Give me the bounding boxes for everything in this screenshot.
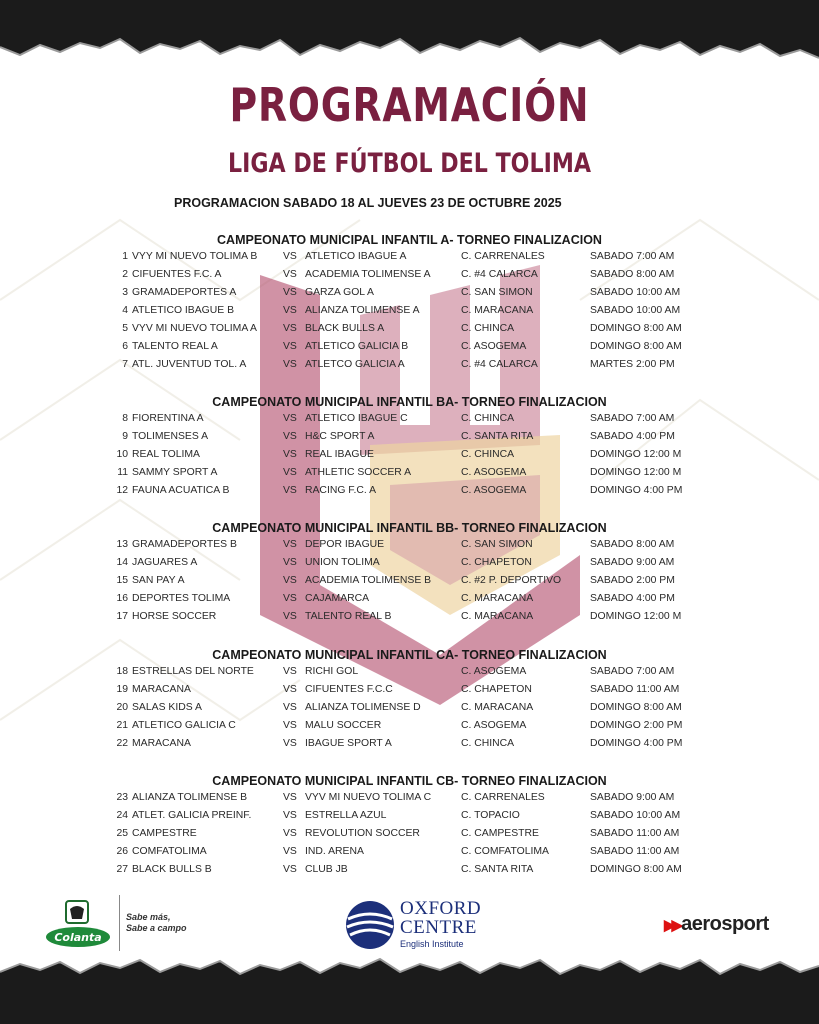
away-team: ATLETCO GALICIA A [305,359,405,371]
home-team: HORSE SOCCER [132,611,217,622]
match-time: DOMINGO 4:00 PM [590,485,683,496]
match-row [0,341,819,359]
match-row [0,251,819,269]
away-team: REAL IBAGUE [305,448,374,460]
home-team: MARACANA [132,683,191,695]
venue: C. MARACANA [461,611,534,622]
match-time: MARTES 2:00 PM [590,359,675,371]
colanta-tagline-line-1: Sabe más, [126,912,171,922]
venue: C. SAN SIMON [461,286,533,298]
venue: C. SANTA RITA [461,864,534,875]
vs-label: VS [283,827,297,839]
away-team: H&C SPORT A [305,430,375,442]
venue: C. CHINCA [461,323,515,334]
match-time: DOMINGO 4:00 PM [590,738,683,749]
venue: C. ASOGEMA [461,719,527,731]
vs-label: VS [283,592,297,604]
colanta-tagline [126,912,187,934]
page-title: PROGRAMACIÓN [229,78,590,132]
venue: C. CHINCA [461,448,515,460]
match-number: 10 [116,448,128,460]
home-team: ATLETICO GALICIA C [132,719,236,731]
home-team: BLACK BULLS B [132,864,212,875]
venue: C. CHINCA [461,738,515,749]
match-number: 5 [122,323,128,334]
match-row [0,557,819,575]
away-team: IND. ARENA [305,845,364,857]
home-team: ATL. JUVENTUD TOL. A [132,359,247,371]
sponsor-divider [119,895,120,951]
home-team: JAGUARES A [132,556,198,568]
match-number: 8 [122,412,128,424]
venue: C. CHAPETON [461,556,532,568]
home-team: REAL TOLIMA [132,448,200,460]
venue: C. SAN SIMON [461,538,533,550]
venue: C. COMFATOLIMA [461,845,549,857]
section-title: CAMPEONATO MUNICIPAL INFANTIL BB- TORNEO FINALIZACION [212,521,607,535]
oxford-line-1: OXFORD [400,898,482,919]
date-range: PROGRAMACION SABADO 18 AL JUEVES 23 DE OCTUBRE 2025 [174,196,562,210]
vs-label: VS [283,268,297,280]
home-team: ATLET. GALICIA PREINF. [132,809,252,821]
match-time: DOMINGO 12:00 M [590,448,682,460]
match-number: 16 [116,592,128,604]
vs-label: VS [283,286,297,298]
match-row [0,702,819,720]
match-time: SABADO 2:00 PM [590,574,675,586]
match-number: 20 [116,701,128,713]
match-row [0,323,819,341]
aerosport-logo [664,913,769,936]
match-number: 11 [117,466,128,478]
match-number: 27 [116,864,128,875]
vs-label: VS [283,738,297,749]
vs-label: VS [283,250,297,262]
venue: C. MARACANA [461,304,534,316]
match-number: 6 [122,341,128,353]
match-row [0,666,819,684]
venue: C. MARACANA [461,701,534,713]
match-number: 13 [116,538,128,550]
venue: C. TOPACIO [461,809,520,821]
match-time: SABADO 4:00 PM [590,592,675,604]
section-title: CAMPEONATO MUNICIPAL INFANTIL CB- TORNEO FINALIZACION [212,774,607,788]
home-team: SALAS KIDS A [132,701,202,713]
vs-label: VS [283,864,297,875]
away-team: MALU SOCCER [305,719,382,731]
match-time: SABADO 7:00 AM [590,665,675,677]
venue: C. CHINCA [461,412,515,424]
venue: C. CARRENALES [461,791,545,803]
away-team: IBAGUE SPORT A [305,738,392,749]
match-time: SABADO 8:00 AM [590,538,675,550]
match-row [0,539,819,557]
away-team: RACING F.C. A [305,485,377,496]
match-number: 1 [122,250,128,262]
vs-label: VS [283,448,297,460]
away-team: DEPOR IBAGUE [305,538,385,550]
league-subtitle: LIGA DE FÚTBOL DEL TOLIMA [227,148,592,179]
home-team: COMFATOLIMA [132,845,207,857]
match-row [0,684,819,702]
match-number: 12 [116,485,128,496]
vs-label: VS [283,574,297,586]
match-number: 17 [116,611,128,622]
away-team: REVOLUTION SOCCER [305,827,420,839]
away-team: CAJAMARCA [305,592,370,604]
section-title: CAMPEONATO MUNICIPAL INFANTIL A- TORNEO FINALIZACION [217,233,602,247]
home-team: TOLIMENSES A [132,430,209,442]
home-team: DEPORTES TOLIMA [132,592,231,604]
away-team: CLUB JB [305,864,348,875]
colanta-logo-icon [44,899,114,949]
match-time: SABADO 10:00 AM [590,809,681,821]
match-time: SABADO 8:00 AM [590,268,675,280]
match-row [0,864,819,882]
venue: C. #4 CALARCA [461,359,538,371]
venue: C. CARRENALES [461,250,545,262]
match-number: 18 [116,665,128,677]
venue: C. ASOGEMA [461,665,527,677]
match-number: 25 [116,827,128,839]
match-time: DOMINGO 12:00 M [590,611,682,622]
match-number: 9 [122,430,128,442]
venue: C. CAMPESTRE [461,827,539,839]
away-team: TALENTO REAL B [305,611,392,622]
vs-label: VS [283,485,297,496]
section-title: CAMPEONATO MUNICIPAL INFANTIL CA- TORNEO FINALIZACION [212,648,607,662]
vs-label: VS [283,665,297,677]
vs-label: VS [283,323,297,334]
match-time: SABADO 9:00 AM [590,791,675,803]
away-team: ALIANZA TOLIMENSE D [305,701,421,713]
away-team: GARZA GOL A [305,286,374,298]
match-number: 4 [122,304,128,316]
match-row [0,611,819,629]
away-team: CIFUENTES F.C.C [305,683,393,695]
home-team: GRAMADEPORTES A [132,286,237,298]
match-time: DOMINGO 8:00 AM [590,341,682,353]
section-title: CAMPEONATO MUNICIPAL INFANTIL BA- TORNEO FINALIZACION [212,395,607,409]
home-team: SAMMY SPORT A [132,466,218,478]
match-number: 7 [122,359,128,371]
match-time: SABADO 7:00 AM [590,412,675,424]
match-row [0,810,819,828]
away-team: VYV MI NUEVO TOLIMA C [305,791,432,803]
match-number: 14 [116,556,128,568]
vs-label: VS [283,611,297,622]
match-number: 19 [116,683,128,695]
venue: C. ASOGEMA [461,466,527,478]
home-team: ATLETICO IBAGUE B [132,304,235,316]
venue: C. MARACANA [461,592,534,604]
match-number: 2 [122,268,128,280]
match-row [0,413,819,431]
away-team: ACADEMIA TOLIMENSE B [305,574,432,586]
home-team: FAUNA ACUATICA B [132,485,230,496]
match-time: DOMINGO 8:00 AM [590,323,682,334]
vs-label: VS [283,304,297,316]
away-team: ESTRELLA AZUL [305,809,387,821]
home-team: ESTRELLAS DEL NORTE [132,665,254,677]
match-time: DOMINGO 8:00 AM [590,864,682,875]
match-number: 21 [116,719,128,731]
match-row [0,359,819,377]
match-row [0,828,819,846]
match-time: DOMINGO 12:00 M [590,466,682,478]
venue: C. ASOGEMA [461,485,527,496]
match-row [0,485,819,503]
match-row [0,738,819,756]
away-team: UNION TOLIMA [305,556,380,568]
away-team: ACADEMIA TOLIMENSE A [305,268,431,280]
match-row [0,593,819,611]
home-team: SAN PAY A [132,574,185,586]
match-time: SABADO 10:00 AM [590,286,681,298]
vs-label: VS [283,412,297,424]
match-row [0,720,819,738]
oxford-line-2: CENTRE [400,917,477,938]
match-time: DOMINGO 2:00 PM [590,719,683,731]
vs-label: VS [283,341,297,353]
sponsor-bar [0,895,819,960]
home-team: VYY MI NUEVO TOLIMA B [132,250,258,262]
oxford-globe-icon [344,899,396,951]
match-time: SABADO 7:00 AM [590,250,675,262]
home-team: CIFUENTES F.C. A [132,268,222,280]
match-number: 23 [116,791,128,803]
match-number: 22 [116,738,128,749]
away-team: ATHLETIC SOCCER A [305,466,412,478]
home-team: ALIANZA TOLIMENSE B [132,791,248,803]
venue: C. #2 P. DEPORTIVO [461,574,562,586]
colanta-name: Colanta [54,931,102,944]
vs-label: VS [283,791,297,803]
match-time: DOMINGO 8:00 AM [590,701,682,713]
venue: C. SANTA RITA [461,430,534,442]
match-number: 15 [116,574,128,586]
home-team: FIORENTINA A [132,412,204,424]
vs-label: VS [283,556,297,568]
match-time: SABADO 4:00 PM [590,430,675,442]
venue: C. #4 CALARCA [461,268,538,280]
vs-label: VS [283,466,297,478]
vs-label: VS [283,430,297,442]
match-row [0,431,819,449]
match-number: 3 [122,286,128,298]
fast-forward-icon: ▶▶ [664,917,680,934]
away-team: BLACK BULLS A [305,323,385,334]
match-number: 26 [116,845,128,857]
away-team: ATLETICO GALICIA B [305,341,409,353]
match-row [0,449,819,467]
vs-label: VS [283,809,297,821]
match-row [0,305,819,323]
oxford-subtitle: English Institute [400,939,464,949]
match-time: SABADO 11:00 AM [590,827,680,839]
vs-label: VS [283,845,297,857]
home-team: VYV MI NUEVO TOLIMA A [132,323,257,334]
match-number: 24 [116,809,128,821]
vs-label: VS [283,719,297,731]
home-team: MARACANA [132,738,191,749]
venue: C. ASOGEMA [461,341,527,353]
aerosport-name: aerosport [681,913,769,935]
away-team: ATLETICO IBAGUE C [305,412,408,424]
match-row [0,287,819,305]
venue: C. CHAPETON [461,683,532,695]
vs-label: VS [283,701,297,713]
vs-label: VS [283,538,297,550]
vs-label: VS [283,683,297,695]
home-team: CAMPESTRE [132,827,197,839]
vs-label: VS [283,359,297,371]
away-team: ALIANZA TOLIMENSE A [305,304,420,316]
match-time: SABADO 11:00 AM [590,683,680,695]
colanta-tagline-line-2: Sabe a campo [126,923,187,933]
away-team: ATLETICO IBAGUE A [305,250,407,262]
match-row [0,792,819,810]
home-team: GRAMADEPORTES B [132,538,237,550]
match-row [0,575,819,593]
match-row [0,467,819,485]
match-row [0,269,819,287]
home-team: TALENTO REAL A [132,341,218,353]
match-row [0,846,819,864]
match-time: SABADO 10:00 AM [590,304,681,316]
match-time: SABADO 9:00 AM [590,556,675,568]
oxford-centre-logo [400,899,481,949]
away-team: RICHI GOL [305,665,359,677]
match-time: SABADO 11:00 AM [590,845,680,857]
